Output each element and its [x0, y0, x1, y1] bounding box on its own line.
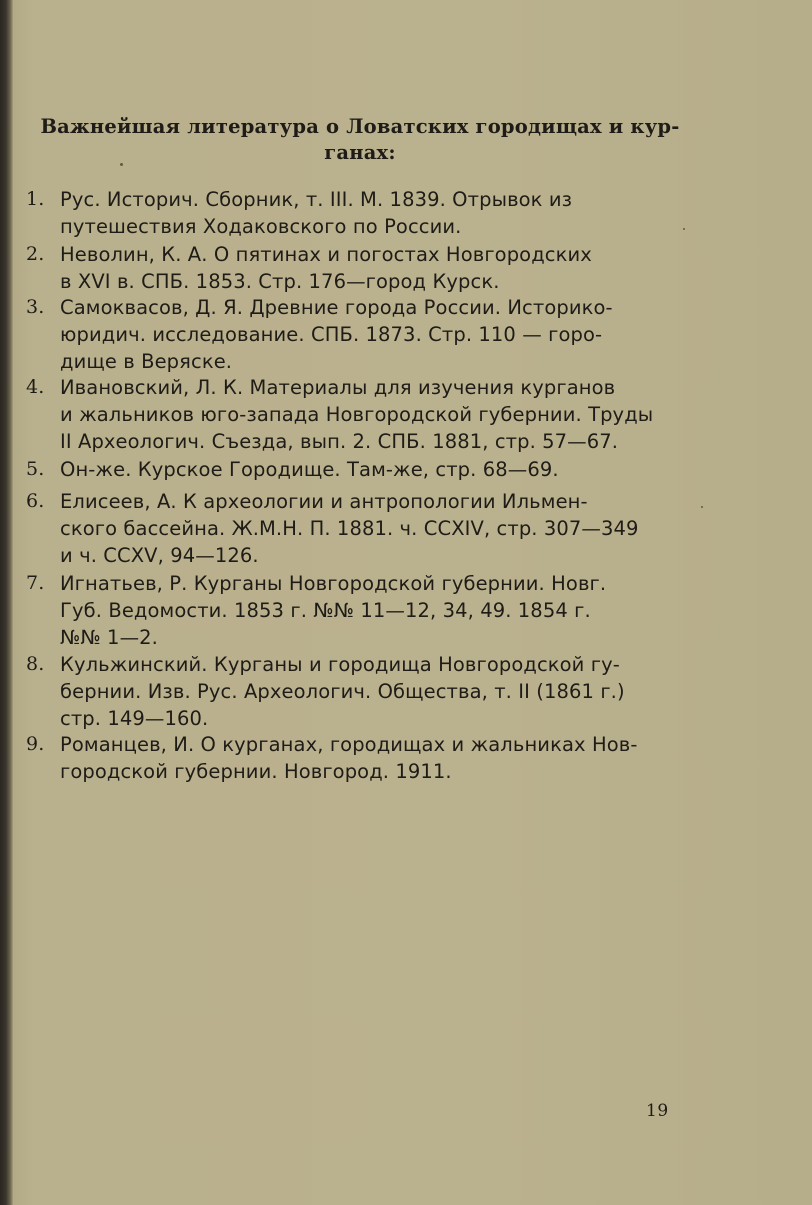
reference-line: Ивановский, Л. К. Материалы для изучения курганов — [60, 376, 616, 399]
reference-line: Самоквасов, Д. Я. Древние города России. Историко- — [60, 296, 613, 319]
heading-line-1: Важнейшая литература о Ловатских городищах и кур- — [40, 115, 680, 138]
print-speck — [120, 163, 123, 166]
reference-item-9 — [26, 731, 690, 785]
reference-item-8 — [26, 651, 690, 732]
reference-item-6 — [26, 488, 690, 569]
reference-line: юридич. исследование. СПБ. 1873. Стр. 110 — горо- — [60, 323, 603, 346]
reference-text — [60, 374, 690, 455]
reference-text — [60, 570, 690, 651]
reference-line: городской губернии. Новгород. 1911. — [60, 760, 452, 783]
reference-text — [60, 456, 690, 483]
reference-number: 4. — [26, 376, 45, 398]
reference-line: и ч. CCXV, 94—126. — [60, 544, 259, 567]
reference-line: путешествия Ходаковского по России. — [60, 215, 462, 238]
reference-text — [60, 488, 690, 569]
reference-text — [60, 186, 690, 240]
reference-line: Неволин, К. А. О пятинах и погостах Новгородских — [60, 243, 592, 266]
heading-line-2: ганах: — [324, 141, 396, 164]
reference-number: 7. — [26, 572, 45, 594]
reference-number: 9. — [26, 733, 45, 755]
reference-line: стр. 149—160. — [60, 707, 209, 730]
reference-line: ского бассейна. Ж.М.Н. П. 1881. ч. CCXIV, стр. 307—349 — [60, 517, 639, 540]
reference-line: Елисеев, А. К археологии и антропологии Ильмен- — [60, 490, 588, 513]
reference-line: Игнатьев, Р. Курганы Новгородской губернии. Новг. — [60, 572, 607, 595]
reference-line: Рус. Историч. Сборник, т. III. М. 1839. Отрывок из — [60, 188, 573, 211]
print-speck — [683, 228, 685, 230]
reference-line: дище в Веряске. — [60, 350, 233, 373]
reference-line: бернии. Изв. Рус. Археологич. Общества, т. II (1861 г.) — [60, 680, 625, 703]
reference-text — [60, 294, 690, 375]
reference-line: Романцев, И. О курганах, городищах и жальниках Нов- — [60, 733, 638, 756]
reference-line: Кульжинский. Курганы и городища Новгородской гу- — [60, 653, 620, 676]
reference-number: 3. — [26, 296, 45, 318]
reference-text — [60, 241, 690, 295]
reference-item-7 — [26, 570, 690, 651]
reference-item-1 — [26, 186, 690, 240]
reference-number: 2. — [26, 243, 45, 265]
reference-text — [60, 651, 690, 732]
reference-line: Он-же. Курское Городище. Там-же, стр. 68—69. — [60, 458, 559, 481]
reference-item-3 — [26, 294, 690, 375]
reference-number: 8. — [26, 653, 45, 675]
reference-line: №№ 1—2. — [60, 626, 158, 649]
page-number: 19 — [646, 1101, 669, 1121]
reference-item-4 — [26, 374, 690, 455]
reference-line: Губ. Ведомости. 1853 г. №№ 11—12, 34, 49. 1854 г. — [60, 599, 591, 622]
reference-text — [60, 731, 690, 785]
reference-number: 6. — [26, 490, 45, 512]
reference-number: 5. — [26, 458, 45, 480]
reference-item-5 — [26, 456, 690, 483]
reference-line: и жальников юго-запада Новгородской губернии. Труды — [60, 403, 654, 426]
reference-number: 1. — [26, 188, 45, 210]
reference-line: в XVI в. СПБ. 1853. Стр. 176—город Курск. — [60, 270, 500, 293]
reference-line: II Археологич. Съезда, вып. 2. СПБ. 1881, стр. 57—67. — [60, 430, 619, 453]
reference-item-2 — [26, 241, 690, 295]
print-speck — [701, 506, 703, 508]
